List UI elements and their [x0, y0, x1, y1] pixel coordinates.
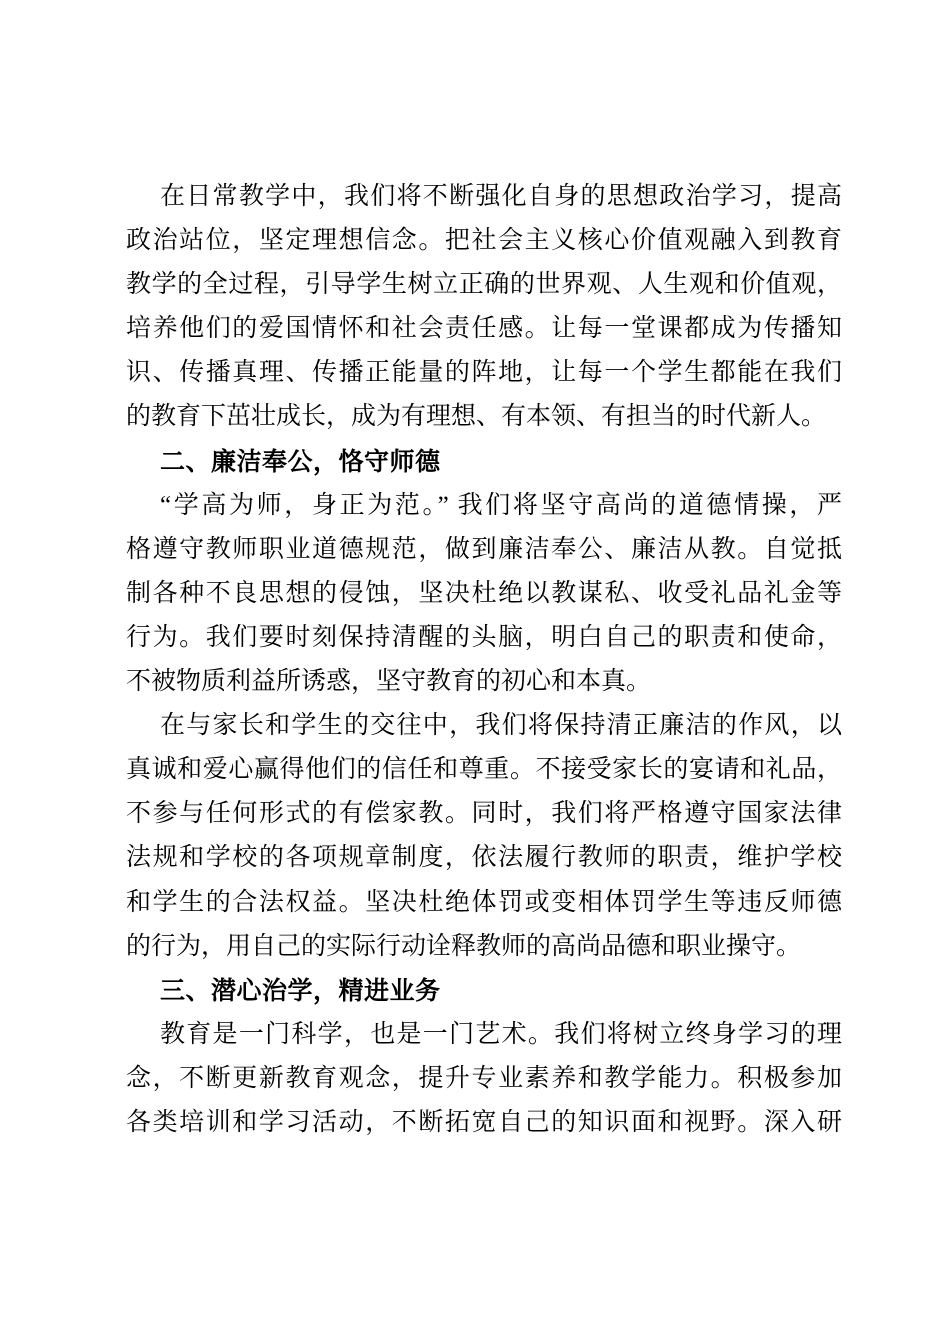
section-heading: 三、潜心治学，精进业务 — [160, 976, 441, 1005]
page-text — [126, 175, 842, 1145]
text-line: 在日常教学中，我们将不断强化自身的思想政治学习，提高 — [160, 183, 842, 210]
text-line: 行为。我们要时刻保持清醒的头脑，明白自己的职责和使命， — [126, 623, 842, 651]
text-line: 念，不断更新教育观念，提升专业素养和教学能力。积极参加 — [126, 1064, 842, 1092]
text-line: “学高为师，身正为范。” 我们将坚守高尚的道德情操，严 — [160, 491, 842, 519]
text-line: 不参与任何形式的有偿家教。同时，我们将严格遵守国家法律 — [126, 800, 842, 828]
text-line: 教学的全过程，引导学生树立正确的世界观、人生观和价值观， — [126, 271, 842, 299]
text-line: 各类培训和学习活动，不断拓宽自己的知识面和视野。深入研 — [126, 1108, 842, 1136]
text-line: 的行为，用自己的实际行动诠释教师的高尚品德和职业操守。 — [126, 932, 802, 960]
text-line: 法规和学校的各项规章制度，依法履行教师的职责，维护学校 — [126, 844, 842, 872]
text-line: 不被物质利益所诱惑，坚守教育的初心和本真。 — [126, 668, 652, 696]
text-line: 政治站位，坚定理想信念。把社会主义核心价值观融入到教育 — [126, 227, 842, 255]
section-heading: 二、廉洁奉公，恪守师德 — [160, 447, 441, 476]
text-line: 教育是一门科学，也是一门艺术。我们将树立终身学习的理 — [160, 1020, 842, 1048]
text-line: 培养他们的爱国情怀和社会责任感。让每一堂课都成为传播知 — [126, 315, 842, 343]
text-line: 识、传播真理、传播正能量的阵地，让每一个学生都能在我们 — [126, 359, 842, 387]
text-line: 格遵守教师职业道德规范，做到廉洁奉公、廉洁从教。自觉抵 — [126, 535, 842, 563]
text-line: 真诚和爱心赢得他们的信任和尊重。不接受家长的宴请和礼品， — [126, 756, 842, 784]
text-line: 和学生的合法权益。坚决杜绝体罚或变相体罚学生等违反师德 — [126, 888, 842, 916]
text-line: 在与家长和学生的交往中，我们将保持清正廉洁的作风，以 — [160, 712, 842, 740]
text-line: 制各种不良思想的侵蚀，坚决杜绝以教谋私、收受礼品礼金等 — [126, 579, 842, 607]
text-line: 的教育下茁壮成长，成为有理想、有本领、有担当的时代新人。 — [126, 403, 827, 431]
